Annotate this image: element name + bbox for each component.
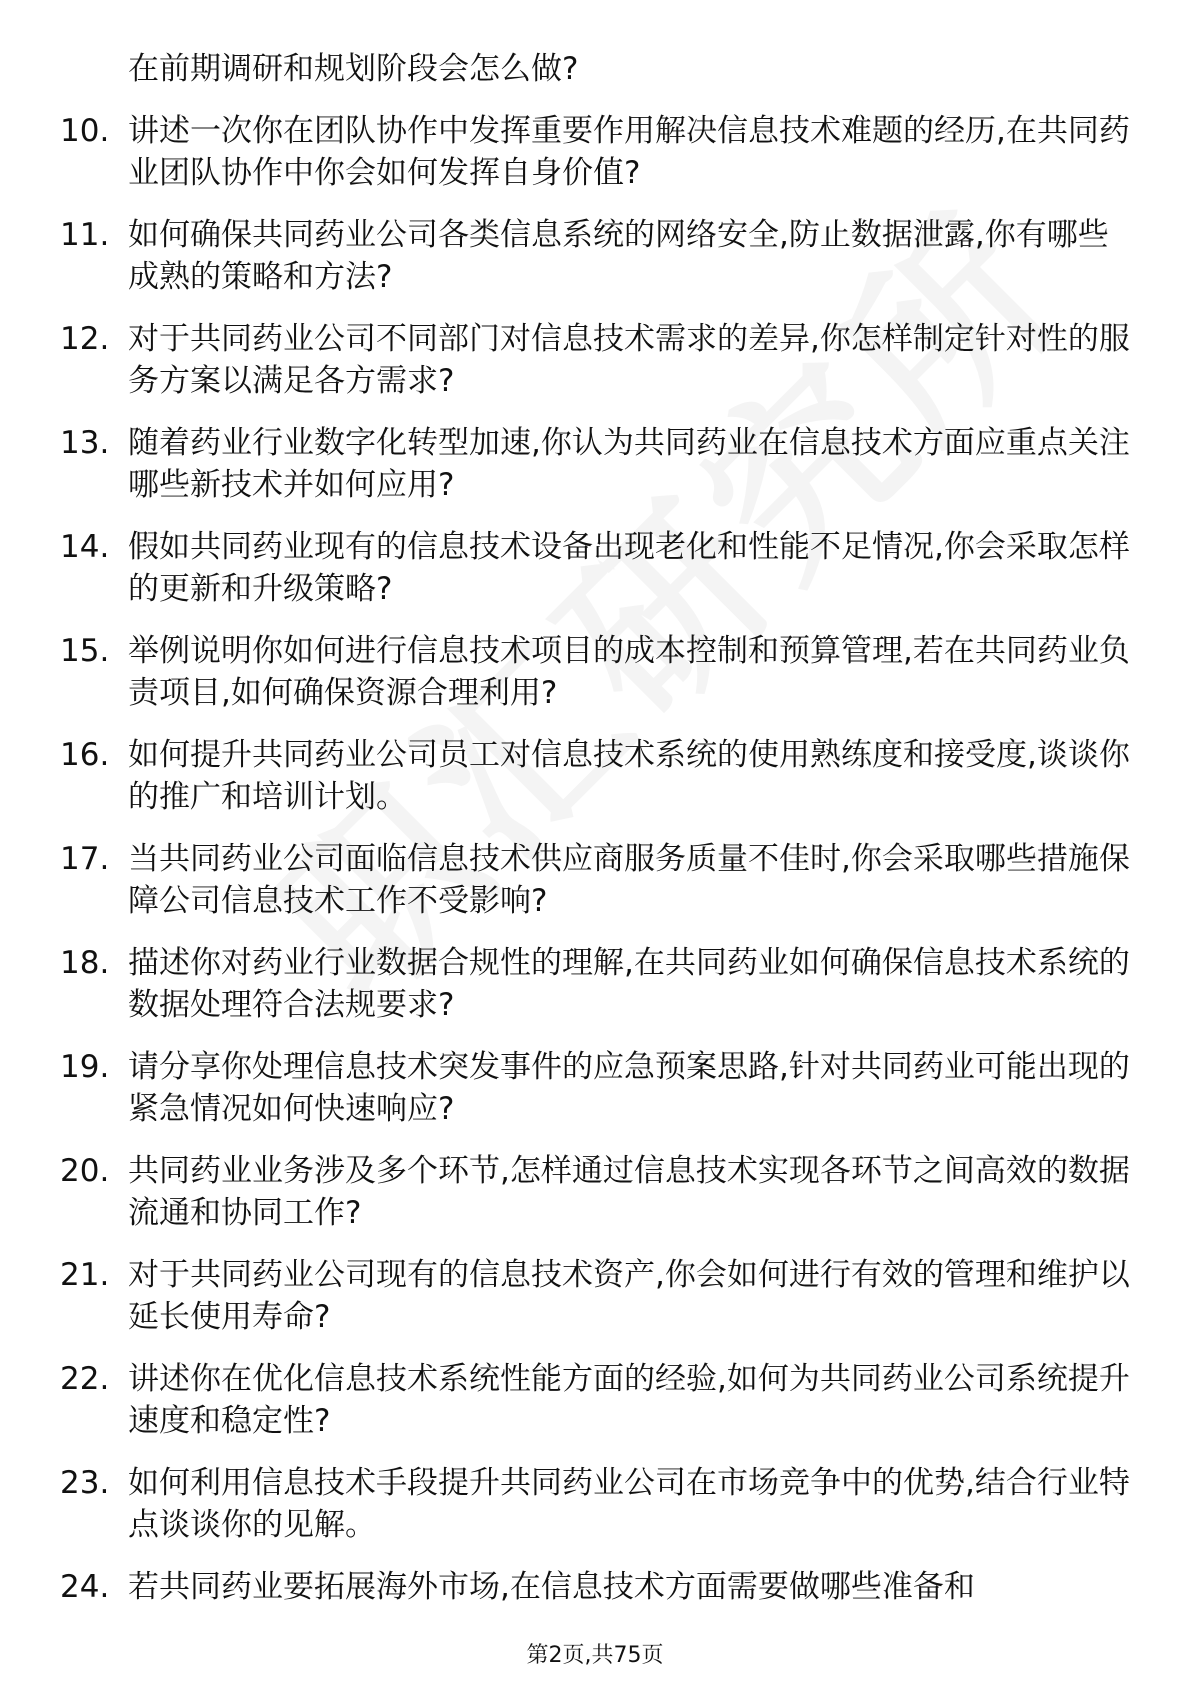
question-list	[60, 110, 1130, 1608]
question-item	[60, 422, 1130, 506]
question-number: 24.	[60, 1569, 110, 1605]
question-item	[60, 1150, 1130, 1234]
question-number: 18.	[60, 945, 110, 981]
question-text: 如何提升共同药业公司员工对信息技术系统的使用熟练度和接受度,谈谈你的推广和培训计划。	[128, 737, 1130, 815]
question-number: 20.	[60, 1153, 110, 1189]
question-item	[60, 734, 1130, 818]
document-body	[60, 48, 1130, 1628]
question-item	[60, 1358, 1130, 1442]
question-text: 对于共同药业公司现有的信息技术资产,你会如何进行有效的管理和维护以延长使用寿命?	[128, 1257, 1130, 1335]
question-number: 22.	[60, 1361, 110, 1397]
question-number: 10.	[60, 113, 110, 149]
question-text: 请分享你处理信息技术突发事件的应急预案思路,针对共同药业可能出现的紧急情况如何快速响应?	[128, 1049, 1130, 1127]
question-number: 17.	[60, 841, 110, 877]
question-text: 对于共同药业公司不同部门对信息技术需求的差异,你怎样制定针对性的服务方案以满足各方需求?	[128, 321, 1130, 399]
question-item	[60, 214, 1130, 298]
question-text: 共同药业业务涉及多个环节,怎样通过信息技术实现各环节之间高效的数据流通和协同工作?	[128, 1153, 1130, 1231]
question-item	[60, 630, 1130, 714]
question-text: 举例说明你如何进行信息技术项目的成本控制和预算管理,若在共同药业负责项目,如何确保资源合理利用?	[128, 633, 1130, 711]
question-item	[60, 1254, 1130, 1338]
question-number: 14.	[60, 529, 110, 565]
question-number: 19.	[60, 1049, 110, 1085]
question-item	[60, 1462, 1130, 1546]
question-item	[60, 942, 1130, 1026]
question-number: 21.	[60, 1257, 110, 1293]
question-item	[60, 318, 1130, 402]
question-number: 13.	[60, 425, 110, 461]
question-item	[60, 110, 1130, 194]
question-text: 当共同药业公司面临信息技术供应商服务质量不佳时,你会采取哪些措施保障公司信息技术工作不受影响?	[128, 841, 1130, 919]
question-text: 若共同药业要拓展海外市场,在信息技术方面需要做哪些准备和	[128, 1569, 975, 1605]
question-text: 讲述你在优化信息技术系统性能方面的经验,如何为共同药业公司系统提升速度和稳定性?	[128, 1361, 1130, 1439]
question-text: 讲述一次你在团队协作中发挥重要作用解决信息技术难题的经历,在共同药业团队协作中你会如何发挥自身价值?	[128, 113, 1130, 191]
continuation-text: 在前期调研和规划阶段会怎么做?	[128, 51, 579, 87]
question-text: 如何利用信息技术手段提升共同药业公司在市场竞争中的优势,结合行业特点谈谈你的见解。	[128, 1465, 1130, 1543]
question-text: 如何确保共同药业公司各类信息系统的网络安全,防止数据泄露,你有哪些成熟的策略和方法?	[128, 217, 1109, 295]
question-text: 描述你对药业行业数据合规性的理解,在共同药业如何确保信息技术系统的数据处理符合法规要求?	[128, 945, 1130, 1023]
question-item	[60, 1566, 1130, 1608]
page-footer: 第2页,共75页	[526, 1643, 664, 1668]
question-item	[60, 526, 1130, 610]
question-item	[60, 838, 1130, 922]
question-number: 11.	[60, 217, 110, 253]
question-number: 12.	[60, 321, 110, 357]
question-item	[60, 1046, 1130, 1130]
question-number: 16.	[60, 737, 110, 773]
question-text: 随着药业行业数字化转型加速,你认为共同药业在信息技术方面应重点关注哪些新技术并如何应用?	[128, 425, 1130, 503]
question-number: 23.	[60, 1465, 110, 1501]
question-number: 15.	[60, 633, 110, 669]
question-text: 假如共同药业现有的信息技术设备出现老化和性能不足情况,你会采取怎样的更新和升级策略?	[128, 529, 1130, 607]
